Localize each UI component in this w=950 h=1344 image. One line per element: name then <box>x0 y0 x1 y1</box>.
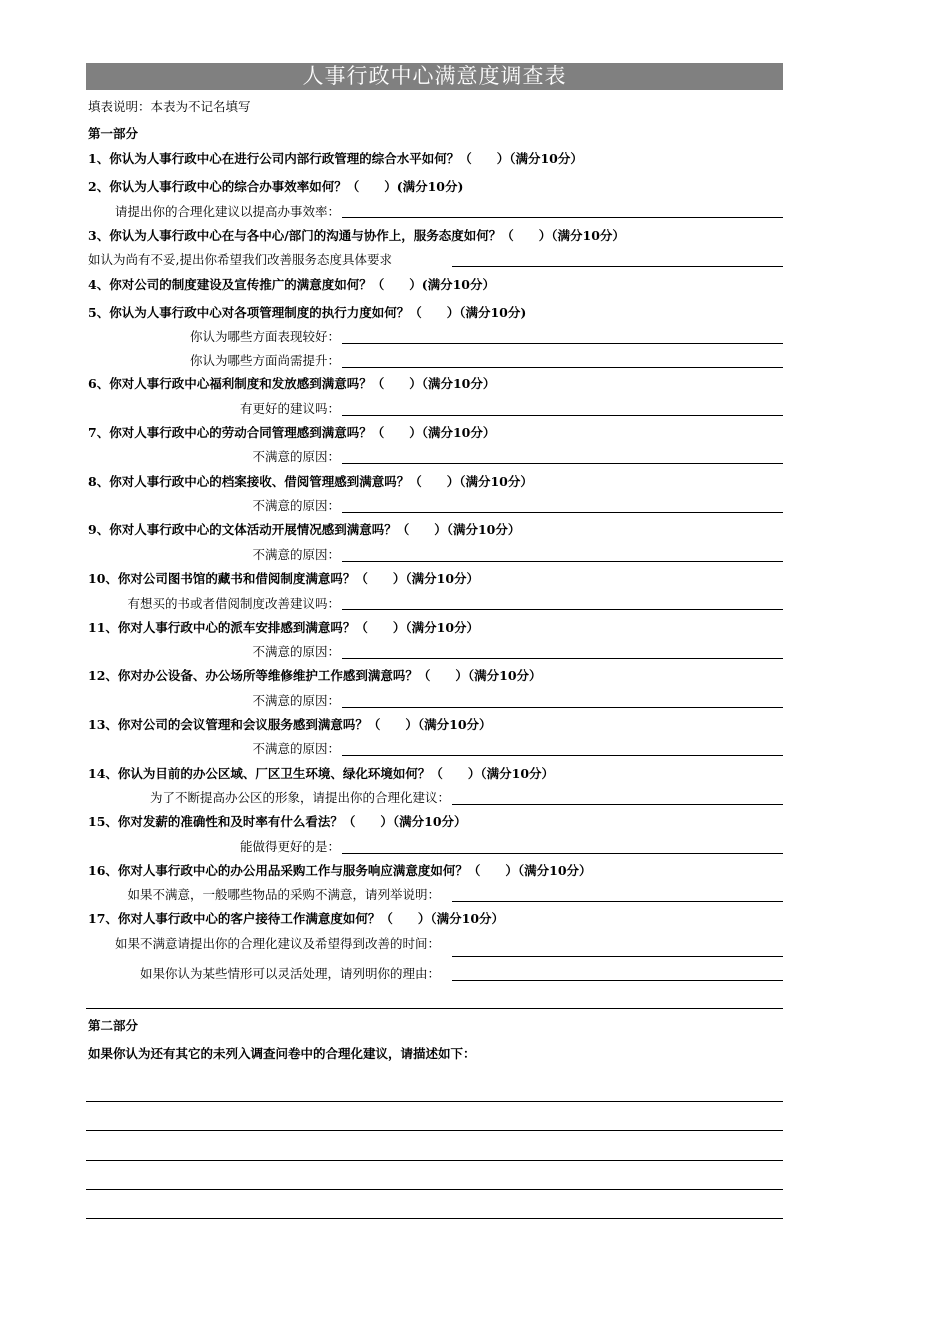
q2-sub-prompt: 请提出你的合理化建议以提高办事效率： <box>114 204 340 219</box>
q5-answer-line-1[interactable] <box>342 343 783 344</box>
part2-prompt: 如果你认为还有其它的未列入调查问卷中的合理化建议，请描述如下： <box>88 1046 476 1061</box>
question-3: 3、你认为人事行政中心在与各中心/部门的沟通与协作上，服务态度如何？（ ）（满分10分） <box>88 228 625 243</box>
q10-sub-prompt: 有想买的书或者借阅制度改善建议吗： <box>127 596 340 611</box>
q13-sub-prompt: 不满意的原因： <box>252 741 340 756</box>
q9-answer-line[interactable] <box>342 561 783 562</box>
q10-answer-line[interactable] <box>342 609 783 610</box>
question-9: 9、你对人事行政中心的文体活动开展情况感到满意吗？（ ）（满分10分） <box>88 522 521 537</box>
part2-answer-line-2[interactable] <box>86 1130 783 1131</box>
q16-answer-line[interactable] <box>452 901 783 902</box>
q17-sub-prompt-2: 如果你认为某些情形可以灵活处理，请列明你的理由： <box>139 966 440 981</box>
q11-answer-line[interactable] <box>342 658 783 659</box>
q5-sub-prompt-2: 你认为哪些方面尚需提升： <box>189 353 340 368</box>
question-8: 8、你对人事行政中心的档案接收、借阅管理感到满意吗？（ ）（满分10分） <box>88 474 533 489</box>
question-15: 15、你对发薪的准确性和及时率有什么看法？（ ）（满分10分） <box>88 814 467 829</box>
q5-sub-prompt-1: 你认为哪些方面表现较好： <box>189 329 340 344</box>
part2-answer-line-4[interactable] <box>86 1189 783 1190</box>
q6-sub-prompt: 有更好的建议吗： <box>239 401 340 416</box>
question-12: 12、你对办公设备、办公场所等维修维护工作感到满意吗？（ ）（满分10分） <box>88 668 542 683</box>
q14-sub-prompt: 为了不断提高办公区的形象，请提出你的合理化建议： <box>149 790 450 805</box>
part2-answer-line-5[interactable] <box>86 1218 783 1219</box>
part2-answer-line-3[interactable] <box>86 1160 783 1161</box>
q15-answer-line[interactable] <box>342 853 783 854</box>
part2-heading: 第二部分 <box>88 1018 139 1033</box>
question-7: 7、你对人事行政中心的劳动合同管理感到满意吗？（ ）（满分10分） <box>88 425 496 440</box>
q8-answer-line[interactable] <box>342 512 783 513</box>
q11-sub-prompt: 不满意的原因： <box>252 644 340 659</box>
q17-sub-prompt-1: 如果不满意请提出你的合理化建议及希望得到改善的时间： <box>114 936 440 951</box>
page-title: 人事行政中心满意度调查表 <box>86 63 783 90</box>
q16-sub-prompt: 如果不满意，一般哪些物品的采购不满意，请列举说明： <box>127 887 440 902</box>
q2-answer-line[interactable] <box>342 217 783 218</box>
question-14: 14、你认为目前的办公区域、厂区卫生环境、绿化环境如何？（ ）（满分10分） <box>88 766 555 781</box>
q7-answer-line[interactable] <box>342 463 783 464</box>
question-6: 6、你对人事行政中心福利制度和发放感到满意吗？（ ）（满分10分） <box>88 376 496 391</box>
question-2: 2、你认为人事行政中心的综合办事效率如何？（ ）(满分10分) <box>88 179 464 194</box>
question-5: 5、你认为人事行政中心对各项管理制度的执行力度如何？（ ）（满分10分) <box>88 305 527 320</box>
question-10: 10、你对公司图书馆的藏书和借阅制度满意吗？（ ）（满分10分） <box>88 571 480 586</box>
q8-sub-prompt: 不满意的原因： <box>252 498 340 513</box>
q17-answer-line-1[interactable] <box>452 956 783 957</box>
q12-answer-line[interactable] <box>342 707 783 708</box>
q14-answer-line[interactable] <box>452 804 783 805</box>
q6-answer-line[interactable] <box>342 415 783 416</box>
q9-sub-prompt: 不满意的原因： <box>252 547 340 562</box>
q17-answer-line-2[interactable] <box>452 980 783 981</box>
part1-heading: 第一部分 <box>88 126 139 141</box>
question-4: 4、你对公司的制度建设及宣传推广的满意度如何？（ ）(满分10分） <box>88 277 496 292</box>
q5-answer-line-2[interactable] <box>342 367 783 368</box>
section-divider <box>86 1008 783 1009</box>
instruction-note: 填表说明：本表为不记名填写 <box>88 99 251 114</box>
q13-answer-line[interactable] <box>342 755 783 756</box>
q3-sub-prompt: 如认为尚有不妥,提出你希望我们改善服务态度具体要求 <box>88 252 392 267</box>
q15-sub-prompt: 能做得更好的是： <box>239 839 340 854</box>
q7-sub-prompt: 不满意的原因： <box>252 449 340 464</box>
question-13: 13、你对公司的会议管理和会议服务感到满意吗？（ ）（满分10分） <box>88 717 492 732</box>
question-17: 17、你对人事行政中心的客户接待工作满意度如何？（ ）（满分10分） <box>88 911 505 926</box>
q3-answer-line[interactable] <box>452 266 783 267</box>
q12-sub-prompt: 不满意的原因： <box>252 693 340 708</box>
question-16: 16、你对人事行政中心的办公用品采购工作与服务响应满意度如何？（ ）（满分10分） <box>88 863 592 878</box>
question-1: 1、你认为人事行政中心在进行公司内部行政管理的综合水平如何？（ ）（满分10分） <box>88 151 583 166</box>
part2-answer-line-1[interactable] <box>86 1101 783 1102</box>
question-11: 11、你对人事行政中心的派车安排感到满意吗？（ ）（满分10分） <box>88 620 480 635</box>
